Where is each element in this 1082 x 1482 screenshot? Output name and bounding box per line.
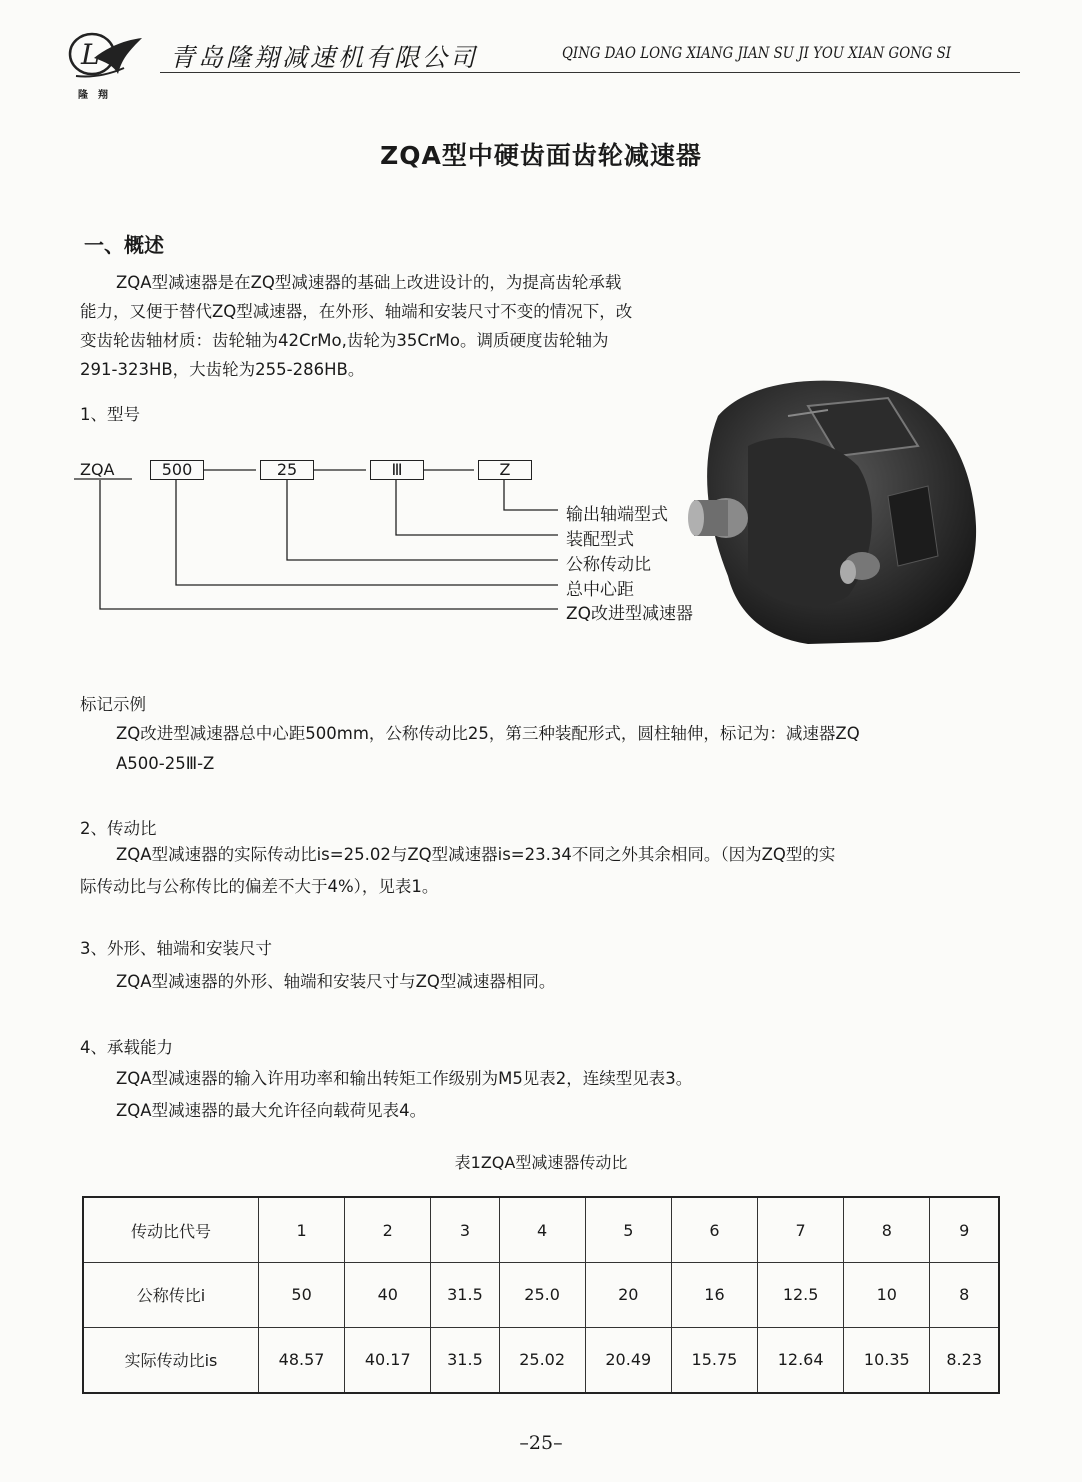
gear-reducer-photo	[688, 376, 978, 644]
page-number: –25–	[519, 1432, 563, 1454]
table-cell: 50	[259, 1263, 345, 1328]
label-assembly: 装配型式	[566, 530, 634, 550]
table-cell: 40.17	[345, 1327, 431, 1393]
table-cell: 10	[844, 1263, 930, 1328]
table-cell: 8	[930, 1263, 999, 1328]
ratio-heading: 2、传动比	[80, 819, 157, 838]
capacity-heading: 4、承载能力	[80, 1038, 173, 1057]
row-header: 公称传比i	[83, 1263, 259, 1328]
model-prefix: ZQA	[80, 460, 115, 479]
capacity-line-2: ZQA型减速器的最大允许径向载荷见表4。	[116, 1101, 427, 1120]
model-box-ratio: 25	[260, 460, 314, 480]
intro-line-3: 变齿轮齿轴材质：齿轮轴为42CrMo,齿轮为35CrMo。调质硬度齿轮轴为	[80, 331, 609, 350]
table-cell: 12.64	[758, 1327, 844, 1393]
table-cell: 3	[431, 1197, 499, 1263]
table-row	[83, 1197, 999, 1263]
table-cell: 40	[345, 1263, 431, 1328]
table-cell: 8.23	[930, 1327, 999, 1393]
table-cell: 10.35	[844, 1327, 930, 1393]
table-cell: 31.5	[431, 1327, 499, 1393]
intro-line-2: 能力，又便于替代ZQ型减速器，在外形、轴端和安装尺寸不变的情况下，改	[80, 302, 633, 321]
table-caption: 表1ZQA型减速器传动比	[454, 1153, 628, 1172]
table-cell: 31.5	[431, 1263, 499, 1328]
table-row	[83, 1263, 999, 1328]
table-cell: 15.75	[671, 1327, 757, 1393]
table-cell: 9	[930, 1197, 999, 1263]
label-output-shaft: 输出轴端型式	[566, 505, 668, 525]
page-title: ZQA型中硬齿面齿轮减速器	[380, 141, 702, 170]
table-cell: 5	[585, 1197, 671, 1263]
ratio-table	[82, 1196, 1000, 1394]
dims-heading: 3、外形、轴端和安装尺寸	[80, 939, 272, 958]
company-name-cn: 青岛隆翔减速机有限公司	[170, 43, 479, 72]
capacity-line-1: ZQA型减速器的输入许用功率和输出转矩工作级别为M5见表2，连续型见表3。	[116, 1069, 693, 1088]
table-cell: 20.49	[585, 1327, 671, 1393]
label-reducer-type: ZQ改进型减速器	[566, 604, 694, 624]
row-header: 传动比代号	[83, 1197, 259, 1263]
model-box-assembly: Ⅲ	[370, 460, 424, 480]
row-header: 实际传动比is	[83, 1327, 259, 1393]
table-cell: 4	[499, 1197, 585, 1263]
table-cell: 7	[758, 1197, 844, 1263]
table-cell: 16	[671, 1263, 757, 1328]
intro-line-4: 291-323HB，大齿轮为255-286HB。	[80, 360, 365, 379]
ratio-line-1: ZQA型减速器的实际传动比is=25.02与ZQ型减速器is=23.34不同之外其余相同。（因为ZQ型的实	[116, 845, 836, 864]
example-heading: 标记示例	[80, 695, 146, 714]
table-cell: 25.0	[499, 1263, 585, 1328]
section-heading: 一、概述	[84, 233, 164, 257]
table-cell: 1	[259, 1197, 345, 1263]
logo-letter: L	[81, 38, 100, 71]
model-box-shaft: Z	[478, 460, 532, 480]
table-cell: 48.57	[259, 1327, 345, 1393]
example-line-1: ZQ改进型减速器总中心距500mm，公称传动比25，第三种装配形式，圆柱轴伸，标记为：减速器ZQ	[116, 724, 860, 743]
table-row	[83, 1327, 999, 1393]
dims-line: ZQA型减速器的外形、轴端和安装尺寸与ZQ型减速器相同。	[116, 972, 556, 991]
label-center-distance: 总中心距	[566, 580, 634, 600]
model-heading: 1、型号	[80, 405, 140, 424]
label-nominal-ratio: 公称传动比	[566, 555, 651, 575]
table-cell: 8	[844, 1197, 930, 1263]
table-cell: 6	[671, 1197, 757, 1263]
table-cell: 12.5	[758, 1263, 844, 1328]
example-line-2: A500-25Ⅲ-Z	[116, 754, 215, 773]
table-cell: 25.02	[499, 1327, 585, 1393]
model-box-center-distance: 500	[150, 460, 204, 480]
intro-line-1: ZQA型减速器是在ZQ型减速器的基础上改进设计的，为提高齿轮承载	[116, 273, 622, 292]
table-cell: 20	[585, 1263, 671, 1328]
ratio-line-2: 际传动比与公称传比的偏差不大于4%），见表1。	[80, 877, 439, 896]
logo-caption: 隆翔	[78, 90, 118, 101]
table-cell: 2	[345, 1197, 431, 1263]
company-name-en: QING DAO LONG XIANG JIAN SU JI YOU XIAN GONG SI	[562, 44, 952, 62]
